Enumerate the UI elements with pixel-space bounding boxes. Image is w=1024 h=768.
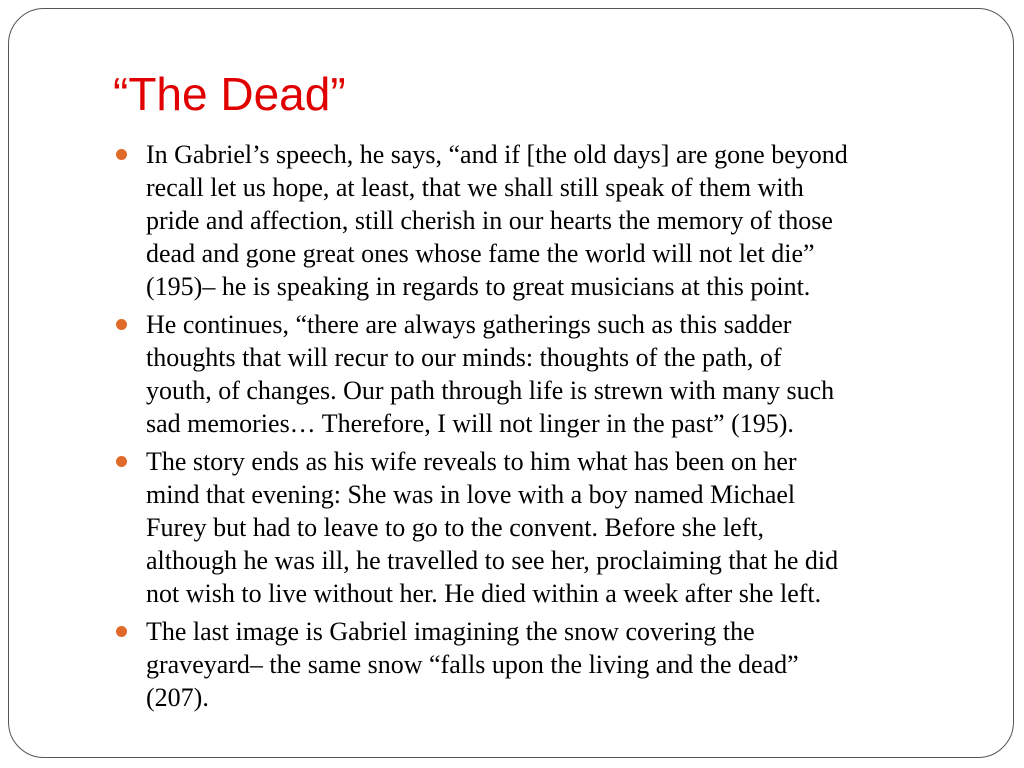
bullet-dot-icon bbox=[116, 626, 127, 637]
slide-frame bbox=[8, 8, 1014, 758]
bullet-line: not wish to live without her. He died within a week after she left. bbox=[146, 579, 822, 608]
bullet-line: The story ends as his wife reveals to him what has been on her bbox=[146, 447, 797, 476]
bullet-dot-icon bbox=[116, 456, 127, 467]
bullet-line: dead and gone great ones whose fame the world will not let die” bbox=[146, 239, 815, 268]
bullet-line: recall let us hope, at least, that we shall still speak of them with bbox=[146, 173, 804, 202]
bullet-dot-icon bbox=[116, 319, 127, 330]
bullet-item bbox=[113, 615, 993, 714]
bullet-line: pride and affection, still cherish in our hearts the memory of those bbox=[146, 206, 833, 235]
bullet-line: graveyard– the same snow “falls upon the living and the dead” bbox=[146, 650, 799, 679]
bullet-line: (207). bbox=[146, 683, 209, 712]
bullet-line: In Gabriel’s speech, he says, “and if [the old days] are gone beyond bbox=[146, 140, 848, 169]
bullet-dot-icon bbox=[116, 149, 127, 160]
bullet-text bbox=[146, 445, 993, 610]
bullet-line: (195)– he is speaking in regards to great musicians at this point. bbox=[146, 272, 811, 301]
bullet-text bbox=[146, 138, 993, 303]
bullet-item bbox=[113, 308, 993, 440]
bullet-item bbox=[113, 138, 993, 303]
bullet-text bbox=[146, 308, 993, 440]
bullet-line: Furey but had to leave to go to the convent. Before she left, bbox=[146, 513, 765, 542]
bullet-line: The last image is Gabriel imagining the snow covering the bbox=[146, 617, 755, 646]
slide-title: “The Dead” bbox=[113, 68, 346, 120]
bullet-line: sad memories… Therefore, I will not linger in the past” (195). bbox=[146, 409, 794, 438]
bullet-list bbox=[113, 138, 993, 719]
bullet-line: youth, of changes. Our path through life is strewn with many such bbox=[146, 376, 835, 405]
bullet-line: thoughts that will recur to our minds: thoughts of the path, of bbox=[146, 343, 782, 372]
bullet-text bbox=[146, 615, 993, 714]
bullet-line: He continues, “there are always gatherings such as this sadder bbox=[146, 310, 792, 339]
bullet-item bbox=[113, 445, 993, 610]
bullet-line: mind that evening: She was in love with a boy named Michael bbox=[146, 480, 796, 509]
bullet-line: although he was ill, he travelled to see her, proclaiming that he did bbox=[146, 546, 839, 575]
